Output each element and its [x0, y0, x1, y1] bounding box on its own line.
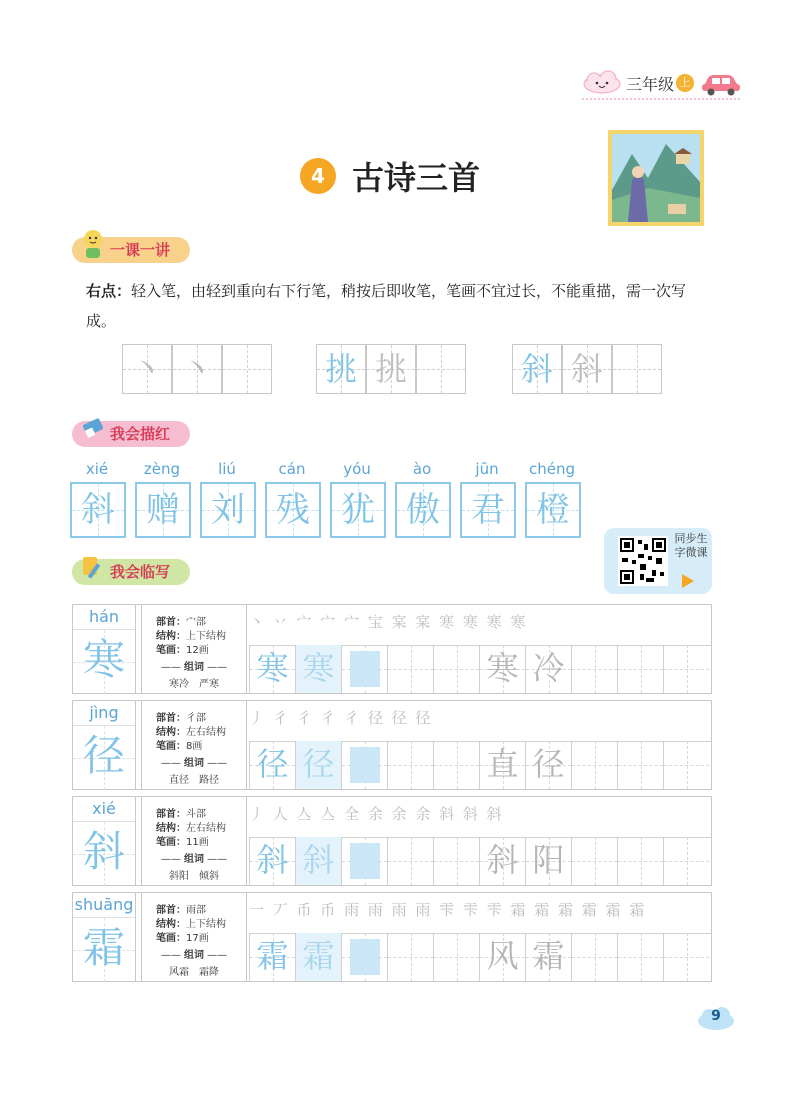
trace-pinyin: jūn [475, 460, 499, 478]
writing-cell[interactable] [433, 645, 479, 693]
zuci-label: —— 组词 —— [160, 758, 228, 769]
zuci-label: —— 组词 —— [160, 950, 228, 961]
writing-cell[interactable] [663, 837, 709, 885]
section-banner-trace [72, 421, 190, 447]
writing-cell[interactable] [387, 933, 433, 981]
explain-term: 右点： [86, 282, 132, 300]
ghost-block [350, 747, 380, 783]
trace-cell: 斜 [70, 482, 126, 538]
char-info [141, 797, 247, 885]
trace-pinyin: yóu [343, 460, 371, 478]
stroke-order: 丿 人 亼 亼 全 余 余 余 斜 斜 斜 [249, 805, 504, 823]
page-number: 9 [711, 1008, 721, 1024]
practice-row [72, 604, 712, 694]
trace-cell: 刘 [200, 482, 256, 538]
writing-cell[interactable]: 径 [249, 741, 295, 789]
demo-cell [612, 344, 662, 394]
ghost-block [350, 939, 380, 975]
word-cell[interactable]: 寒 [479, 645, 525, 693]
word-cell[interactable]: 霜 [525, 933, 571, 981]
word-cell[interactable]: 阳 [525, 837, 571, 885]
structure-line: 结构：上下结构 [156, 631, 226, 642]
writing-cell[interactable]: 寒 [295, 645, 341, 693]
strokes-line: 笔画：12画 [156, 645, 209, 656]
trace-pinyin: zèng [143, 460, 181, 478]
char-info [141, 605, 247, 693]
lesson-number: 4 [300, 158, 336, 194]
writing-cell[interactable]: 霜 [295, 933, 341, 981]
writing-cell[interactable] [663, 741, 709, 789]
stroke-explanation [86, 276, 716, 336]
zuci-words: 风霜 霜降 [169, 967, 219, 978]
play-icon[interactable] [682, 574, 694, 588]
trace-cell: 赠 [135, 482, 191, 538]
trace-pinyin: cán [278, 460, 306, 478]
stroke-order: 丿 彳 彳 彳 彳 径 径 径 [249, 709, 433, 727]
word-cell[interactable]: 斜 [479, 837, 525, 885]
writing-cell[interactable] [433, 837, 479, 885]
structure-line: 结构：上下结构 [156, 919, 226, 930]
stroke-order: 丶 丷 宀 宀 宀 宝 宲 宲 寒 寒 寒 寒 [249, 613, 528, 631]
strokes-line: 笔画：11画 [156, 837, 209, 848]
trace-cell: 傲 [395, 482, 451, 538]
model-char-box [73, 605, 136, 693]
char-info [141, 893, 247, 981]
model-char-box [73, 893, 136, 981]
trace-cell: 犹 [330, 482, 386, 538]
car-icon [700, 70, 742, 96]
structure-line: 结构：左右结构 [156, 727, 226, 738]
trace-pinyin: xié [85, 460, 109, 478]
demo-cell: 斜 [512, 344, 562, 394]
radical-line: 部首：彳部 [156, 713, 206, 724]
writing-cell[interactable] [617, 741, 663, 789]
writing-cell[interactable] [387, 837, 433, 885]
writing-cell[interactable] [341, 933, 387, 981]
trace-pinyin: ào [412, 460, 432, 478]
poem-illustration [608, 130, 704, 226]
term-badge: 上 [676, 74, 694, 92]
demo-cell [416, 344, 466, 394]
header-dotted-line [582, 98, 740, 100]
model-char: 霜 [82, 923, 125, 972]
writing-cell[interactable] [617, 837, 663, 885]
demo-cell: 斜 [562, 344, 612, 394]
writing-cell[interactable] [663, 933, 709, 981]
model-char: 径 [82, 731, 125, 780]
model-pinyin: jìng [89, 703, 119, 722]
word-cell[interactable]: 风 [479, 933, 525, 981]
writing-cell[interactable]: 斜 [249, 837, 295, 885]
char-info [141, 701, 247, 789]
qr-label: 同步生字微课 [674, 532, 708, 559]
radical-line: 部首：雨部 [156, 905, 206, 916]
writing-cell[interactable] [341, 741, 387, 789]
section-banner-label: 我会临写 [110, 563, 171, 581]
writing-cell[interactable] [433, 741, 479, 789]
writing-cell[interactable] [341, 645, 387, 693]
trace-pinyin: liú [218, 460, 236, 478]
word-cell[interactable]: 径 [525, 741, 571, 789]
trace-pinyin: chéng [528, 460, 575, 478]
demo-cell [222, 344, 272, 394]
writing-cell[interactable] [617, 645, 663, 693]
practice-row [72, 796, 712, 886]
writing-cell[interactable] [617, 933, 663, 981]
grade-label: 三年级 [626, 75, 675, 94]
section-banner-label: 我会描红 [110, 425, 171, 443]
word-cell[interactable]: 直 [479, 741, 525, 789]
writing-cell[interactable] [571, 837, 617, 885]
practice-row [72, 700, 712, 790]
writing-cell[interactable] [571, 933, 617, 981]
cloud-face-icon [582, 70, 622, 94]
demo-cell: 挑 [316, 344, 366, 394]
eraser-icon [80, 413, 106, 443]
structure-line: 结构：左右结构 [156, 823, 226, 834]
demo-cell: 丶 [172, 344, 222, 394]
trace-cell: 残 [265, 482, 321, 538]
zuci-label: —— 组词 —— [160, 662, 228, 673]
writing-cell[interactable] [571, 741, 617, 789]
model-char: 斜 [82, 827, 125, 876]
demo-cell: 丶 [122, 344, 172, 394]
section-banner-lesson [72, 237, 190, 263]
lesson-title: 古诗三首 [352, 159, 481, 197]
zuci-label: —— 组词 —— [160, 854, 228, 865]
model-char: 寒 [82, 635, 125, 684]
ghost-block [350, 843, 380, 879]
writing-cell[interactable]: 径 [295, 741, 341, 789]
qr-code-panel[interactable] [604, 528, 712, 594]
writing-cell[interactable] [571, 645, 617, 693]
writing-cell[interactable] [387, 741, 433, 789]
stroke-order: 一 丆 币 币 雨 雨 雨 雨 雫 雫 雫 霜 霜 霜 霜 霜 霜 [249, 901, 647, 919]
writing-cell[interactable]: 霜 [249, 933, 295, 981]
section-banner-copy [72, 559, 190, 585]
trace-cell: 君 [460, 482, 516, 538]
radical-line: 部首：宀部 [156, 617, 206, 628]
zuci-words: 寒冷 严寒 [169, 679, 219, 690]
strokes-line: 笔画：17画 [156, 933, 209, 944]
qr-code-icon[interactable] [618, 536, 668, 586]
writing-cell[interactable]: 寒 [249, 645, 295, 693]
ghost-block [350, 651, 380, 687]
zuci-words: 斜阳 倾斜 [169, 871, 219, 882]
practice-row [72, 892, 712, 982]
model-pinyin: shuāng [74, 895, 134, 914]
kid-icon [80, 229, 106, 259]
pencil-note-icon [80, 551, 106, 581]
model-char-box [73, 701, 136, 789]
demo-cell: 挑 [366, 344, 416, 394]
model-pinyin: hán [88, 607, 120, 626]
writing-cell[interactable]: 斜 [295, 837, 341, 885]
grade-header [582, 66, 742, 102]
model-pinyin: xié [92, 799, 116, 818]
section-banner-label: 一课一讲 [110, 241, 171, 259]
word-cell[interactable]: 冷 [525, 645, 571, 693]
trace-cell: 橙 [525, 482, 581, 538]
radical-line: 部首：斗部 [156, 809, 206, 820]
strokes-line: 笔画：8画 [156, 741, 203, 752]
writing-cell[interactable] [341, 837, 387, 885]
page-number-badge [696, 1004, 736, 1032]
explain-text: 轻入笔，由轻到重向右下行笔，稍按后即收笔，笔画不宜过长，不能重描，需一次写成。 [86, 282, 687, 330]
zuci-words: 直径 路径 [169, 775, 219, 786]
writing-cell[interactable] [433, 933, 479, 981]
writing-cell[interactable] [387, 645, 433, 693]
writing-cell[interactable] [663, 645, 709, 693]
model-char-box [73, 797, 136, 885]
